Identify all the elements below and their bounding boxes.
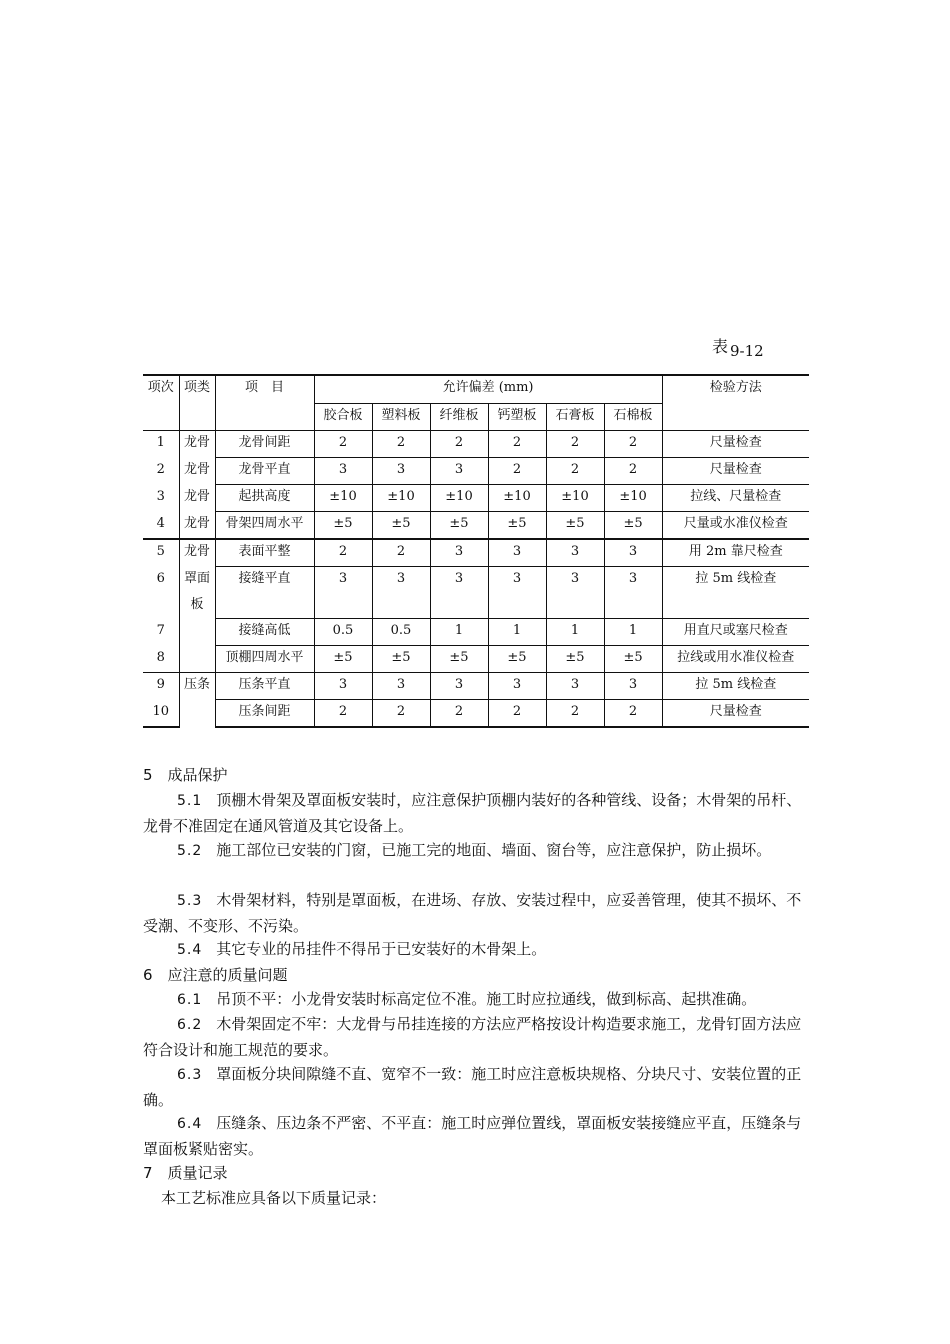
row-index: 9 — [143, 673, 179, 700]
row-method: 尺量检查 — [662, 431, 809, 458]
header-material: 钙塑板 — [488, 404, 546, 431]
row-category: 龙骨 — [179, 485, 215, 512]
row-index: 3 — [143, 485, 179, 512]
header-material: 纤维板 — [430, 404, 488, 431]
row-value: ±5 — [372, 512, 430, 540]
row-item: 顶棚四周水平 — [215, 646, 314, 673]
row-value: ±5 — [372, 646, 430, 673]
row-index: 1 — [143, 431, 179, 458]
section-paragraph — [143, 888, 813, 939]
row-value: ±10 — [604, 485, 662, 512]
row-value: 2 — [314, 539, 372, 567]
header-tolerance: 允许偏差 (mm) — [314, 375, 662, 404]
row-method: 用直尺或塞尺检查 — [662, 619, 809, 646]
row-value: 0.5 — [372, 619, 430, 646]
row-value: 2 — [314, 700, 372, 728]
row-value: ±5 — [430, 512, 488, 540]
header-material: 石棉板 — [604, 404, 662, 431]
row-value: ±5 — [546, 512, 604, 540]
row-value: ±5 — [314, 646, 372, 673]
table-row — [143, 700, 809, 728]
header-method: 检验方法 — [662, 375, 809, 431]
paragraph-number: 5.2 — [177, 843, 203, 859]
row-value: ±10 — [372, 485, 430, 512]
row-method: 尺量检查 — [662, 458, 809, 485]
table-row — [143, 673, 809, 700]
section-paragraph — [143, 788, 813, 839]
row-item: 起拱高度 — [215, 485, 314, 512]
header-material: 石膏板 — [546, 404, 604, 431]
section-paragraph — [143, 937, 813, 963]
row-method: 拉线、尺量检查 — [662, 485, 809, 512]
section-heading: 7 质量记录 — [143, 1164, 228, 1182]
table-caption — [712, 334, 764, 360]
paragraph-number: 6.2 — [177, 1017, 203, 1033]
row-category: 龙骨 — [179, 458, 215, 485]
row-method: 尺量或水准仪检查 — [662, 512, 809, 540]
row-value: 3 — [488, 567, 546, 619]
row-value: 1 — [430, 619, 488, 646]
row-method: 拉 5m 线检查 — [662, 673, 809, 700]
table-row — [143, 458, 809, 485]
row-value: 2 — [546, 431, 604, 458]
row-value: 3 — [430, 458, 488, 485]
row-index: 5 — [143, 539, 179, 567]
row-category: 龙骨 — [179, 512, 215, 540]
row-value: 2 — [604, 431, 662, 458]
row-method: 用 2m 靠尺检查 — [662, 539, 809, 567]
row-value: 2 — [488, 431, 546, 458]
row-method: 拉线或用水准仪检查 — [662, 646, 809, 673]
section-paragraph — [143, 987, 813, 1013]
table-row — [143, 567, 809, 619]
row-item: 龙骨平直 — [215, 458, 314, 485]
caption-number: 9-12 — [730, 342, 764, 360]
row-value: 1 — [546, 619, 604, 646]
paragraph-text: 木骨架材料，特别是罩面板，在进场、存放、安装过程中，应妥善管理，使其不损坏、不受潮、不变形、不污染。 — [143, 891, 802, 935]
table-row — [143, 512, 809, 540]
row-value: 3 — [546, 539, 604, 567]
section-paragraph — [143, 1012, 813, 1063]
row-value: 2 — [488, 458, 546, 485]
row-value: 3 — [488, 673, 546, 700]
header-item: 项 目 — [215, 375, 314, 431]
row-value: 3 — [372, 673, 430, 700]
paragraph-text: 压缝条、压边条不严密、不平直：施工时应弹位置线，罩面板安装接缝应平直，压缝条与罩面板紧贴密实。 — [143, 1114, 802, 1158]
paragraph-text: 顶棚木骨架及罩面板安装时，应注意保护顶棚内装好的各种管线、设备；木骨架的吊杆、龙骨不准固定在通风管道及其它设备上。 — [143, 791, 802, 835]
row-value: 3 — [488, 539, 546, 567]
row-value: 2 — [430, 431, 488, 458]
row-item: 接缝平直 — [215, 567, 314, 619]
row-value: 3 — [314, 567, 372, 619]
row-value: ±5 — [314, 512, 372, 540]
section-heading: 5 成品保护 — [143, 766, 228, 784]
header-material: 塑料板 — [372, 404, 430, 431]
header-material: 胶合板 — [314, 404, 372, 431]
row-value: ±5 — [604, 646, 662, 673]
table-row — [143, 431, 809, 458]
row-value: 3 — [604, 539, 662, 567]
row-value: 3 — [430, 539, 488, 567]
row-value: 3 — [604, 673, 662, 700]
row-value: ±5 — [488, 512, 546, 540]
section-paragraph — [143, 838, 813, 864]
row-value: ±5 — [488, 646, 546, 673]
row-value: 2 — [546, 700, 604, 728]
row-item: 压条平直 — [215, 673, 314, 700]
row-value: 0.5 — [314, 619, 372, 646]
paragraph-number: 6.3 — [177, 1067, 203, 1083]
row-value: 2 — [314, 431, 372, 458]
row-method: 拉 5m 线检查 — [662, 567, 809, 619]
row-value: 3 — [372, 458, 430, 485]
row-index: 7 — [143, 619, 179, 646]
row-value: 3 — [546, 567, 604, 619]
row-value: ±5 — [546, 646, 604, 673]
header-category: 项类 — [179, 375, 215, 431]
section-paragraph — [143, 1062, 813, 1113]
row-item: 表面平整 — [215, 539, 314, 567]
row-value: 3 — [314, 458, 372, 485]
row-category-line: 板 — [190, 596, 204, 612]
row-index: 2 — [143, 458, 179, 485]
row-value: ±10 — [314, 485, 372, 512]
row-value: 2 — [546, 458, 604, 485]
row-value: 1 — [488, 619, 546, 646]
paragraph-text: 木骨架固定不牢：大龙骨与吊挂连接的方法应严格按设计构造要求施工，龙骨钉固方法应符合设计和施工规范的要求。 — [143, 1015, 802, 1059]
paragraph-text: 罩面板分块间隙缝不直、宽窄不一致：施工时应注意板块规格、分块尺寸、安装位置的正确。 — [143, 1065, 802, 1109]
row-value: ±10 — [488, 485, 546, 512]
row-value: 3 — [546, 673, 604, 700]
row-value: ±5 — [604, 512, 662, 540]
tolerance-table — [143, 374, 809, 728]
row-item: 压条间距 — [215, 700, 314, 728]
row-value: 2 — [372, 431, 430, 458]
row-value: ±10 — [430, 485, 488, 512]
section-paragraph: 本工艺标准应具备以下质量记录： — [161, 1189, 387, 1207]
row-index: 6 — [143, 567, 179, 619]
paragraph-number: 5.3 — [177, 893, 203, 909]
row-value: 2 — [430, 700, 488, 728]
table-row — [143, 619, 809, 646]
row-value: 2 — [488, 700, 546, 728]
section-paragraph — [143, 1111, 813, 1162]
paragraph-text: 吊顶不平：小龙骨安装时标高定位不准。施工时应拉通线，做到标高、起拱准确。 — [216, 990, 757, 1008]
table-row — [143, 646, 809, 673]
row-value: 2 — [604, 458, 662, 485]
row-category: 龙骨 — [179, 431, 215, 458]
paragraph-text: 施工部位已安装的门窗，已施工完的地面、墙面、窗台等，应注意保护，防止损坏。 — [216, 841, 772, 859]
row-category: 压条 — [179, 673, 215, 728]
row-category-line: 罩面 — [183, 570, 210, 586]
row-value: 1 — [604, 619, 662, 646]
row-value: 2 — [372, 700, 430, 728]
row-value: 3 — [314, 673, 372, 700]
row-index: 4 — [143, 512, 179, 540]
row-category: 龙骨 — [179, 539, 215, 567]
row-index: 8 — [143, 646, 179, 673]
paragraph-number: 5.1 — [177, 793, 203, 809]
row-item: 骨架四周水平 — [215, 512, 314, 540]
row-item: 接缝高低 — [215, 619, 314, 646]
header-index: 项次 — [143, 375, 179, 431]
table-row — [143, 485, 809, 512]
row-value: 3 — [372, 567, 430, 619]
row-item: 龙骨间距 — [215, 431, 314, 458]
paragraph-number: 5.4 — [177, 942, 203, 958]
row-value: 2 — [372, 539, 430, 567]
row-value: 3 — [430, 673, 488, 700]
row-value: 3 — [430, 567, 488, 619]
row-category — [179, 567, 215, 673]
row-value: ±10 — [546, 485, 604, 512]
paragraph-number: 6.4 — [177, 1116, 203, 1132]
section-heading: 6 应注意的质量问题 — [143, 966, 288, 984]
row-method: 尺量检查 — [662, 700, 809, 728]
row-value: 2 — [604, 700, 662, 728]
row-index: 10 — [143, 700, 179, 728]
row-value: 3 — [604, 567, 662, 619]
caption-label: 表 — [712, 337, 729, 356]
row-value: ±5 — [430, 646, 488, 673]
paragraph-number: 6.1 — [177, 992, 203, 1008]
paragraph-text: 其它专业的吊挂件不得吊于已安装好的木骨架上。 — [216, 940, 547, 958]
table-row — [143, 539, 809, 567]
